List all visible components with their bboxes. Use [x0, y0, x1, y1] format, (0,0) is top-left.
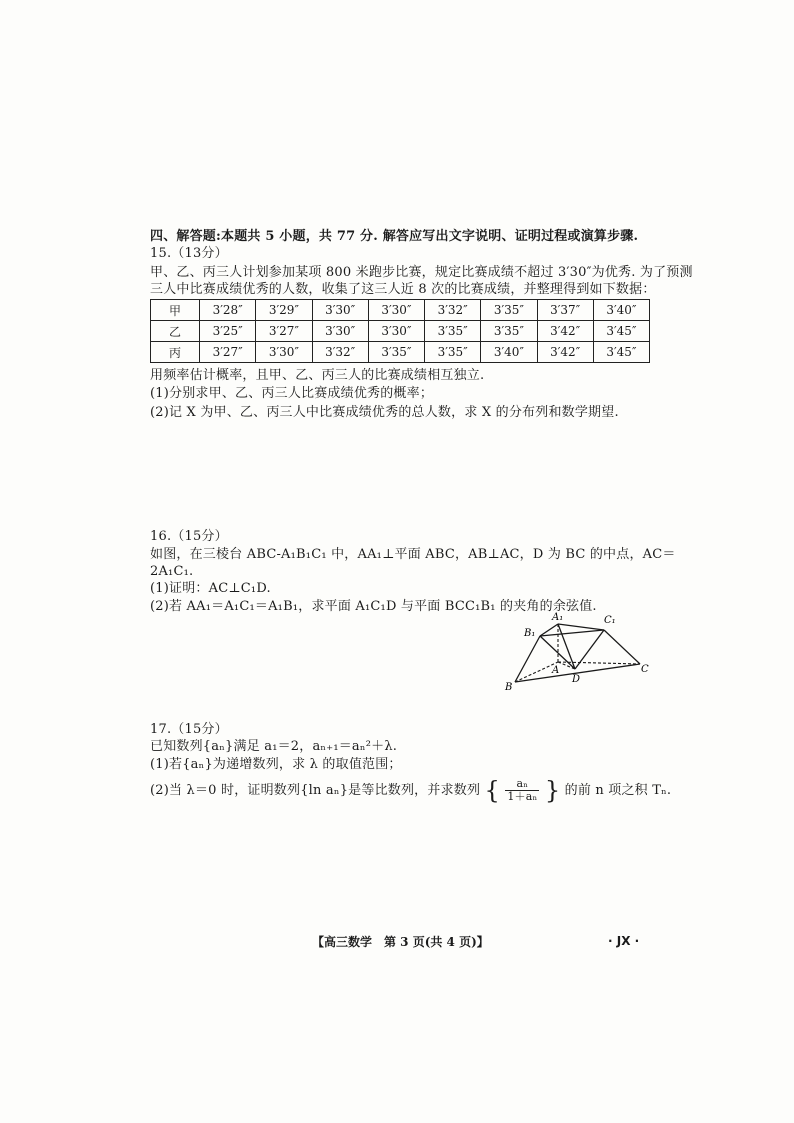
time-cell: 3′32″: [425, 300, 481, 321]
time-cell: 3′42″: [537, 342, 593, 363]
time-cell: 3′40″: [593, 300, 649, 321]
runner-name-cell: 乙: [151, 321, 200, 342]
time-cell: 3′29″: [256, 300, 312, 321]
q15-note: 用频率估计概率，且甲、乙、丙三人的比赛成绩相互独立.: [150, 368, 485, 383]
time-cell: 3′37″: [537, 300, 593, 321]
q16-number: 16.（15分）: [150, 529, 228, 544]
time-cell: 3′32″: [312, 342, 368, 363]
fraction-denominator: 1＋aₙ: [507, 790, 538, 803]
time-cell: 3′27″: [256, 321, 312, 342]
right-brace: }: [544, 776, 561, 805]
table-row: [151, 300, 650, 321]
time-cell: 3′25″: [200, 321, 256, 342]
fraction: [505, 778, 539, 803]
q17-part1: (1)若{aₙ}为递增数列，求 λ 的取值范围；: [150, 757, 402, 772]
label-c: C: [641, 664, 649, 675]
time-cell: 3′27″: [200, 342, 256, 363]
q16-stem-1: 如图，在三棱台 ABC-A₁B₁C₁ 中，AA₁⊥平面 ABC，AB⊥AC，D 为 BC 的中点，AC＝: [150, 547, 676, 562]
time-cell: 3′28″: [200, 300, 256, 321]
label-c1: C₁: [604, 615, 616, 626]
q17-number: 17.（15分）: [150, 722, 228, 737]
time-cell: 3′40″: [481, 342, 537, 363]
exam-code: · JX ·: [608, 934, 640, 948]
fraction-numerator: aₙ: [505, 778, 539, 791]
q16-stem-2: 2A₁C₁.: [150, 564, 194, 579]
table-row: [151, 321, 650, 342]
q17-stem: 已知数列{aₙ}满足 a₁＝2，aₙ₊₁＝aₙ²＋λ.: [150, 739, 398, 754]
edge-a1c1: [558, 624, 604, 630]
q17-part2-suffix: 的前 n 项之积 Tₙ.: [564, 783, 672, 798]
q15-intro-1: 甲、乙、丙三人计划参加某项 800 米跑步比赛，规定比赛成绩不超过 3′30″为优秀. 为了预测: [150, 265, 693, 280]
time-cell: 3′45″: [593, 342, 649, 363]
q15-part2: (2)记 X 为甲、乙、丙三人中比赛成绩优秀的总人数，求 X 的分布列和数学期望.: [150, 405, 619, 420]
time-cell: 3′35″: [425, 321, 481, 342]
time-cell: 3′30″: [256, 342, 312, 363]
label-b: B: [505, 682, 513, 692]
score-table: [150, 299, 650, 363]
q16-part1: (1)证明：AC⊥C₁D.: [150, 581, 271, 596]
time-cell: 3′35″: [481, 321, 537, 342]
q16-part2: (2)若 AA₁＝A₁C₁＝A₁B₁，求平面 A₁C₁D 与平面 BCC₁B₁ 的夹角的余弦值.: [150, 599, 597, 614]
runner-name-cell: 丙: [151, 342, 200, 363]
runner-name-cell: 甲: [151, 300, 200, 321]
time-cell: 3′45″: [593, 321, 649, 342]
time-cell: 3′42″: [537, 321, 593, 342]
time-cell: 3′30″: [312, 300, 368, 321]
label-a1: A₁: [552, 612, 564, 623]
time-cell: 3′35″: [368, 342, 424, 363]
time-cell: 3′30″: [312, 321, 368, 342]
label-a: A: [552, 665, 560, 676]
time-cell: 3′30″: [368, 300, 424, 321]
time-cell: 3′30″: [368, 321, 424, 342]
q15-intro-2: 三人中比赛成绩优秀的人数，收集了这三人近 8 次的比赛成绩，并整理得到如下数据：: [150, 282, 656, 297]
label-d: D: [572, 674, 581, 685]
section-heading: 四、解答题:本题共 5 小题，共 77 分. 解答应写出文字说明、证明过程或演算步骤.: [150, 229, 639, 244]
page-footer: 【高三数学 第 3 页(共 4 页)】: [312, 935, 489, 949]
edge-c1c: [604, 630, 640, 664]
q15-part1: (1)分别求甲、乙、丙三人比赛成绩优秀的概率；: [150, 386, 434, 401]
label-b1: B₁: [524, 628, 536, 639]
edge-b1c1: [540, 630, 604, 636]
q17-part2-prefix: (2)当 λ＝0 时，证明数列{ln aₙ}是等比数列，并求数列: [150, 783, 481, 798]
time-cell: 3′35″: [481, 300, 537, 321]
time-cell: 3′35″: [425, 342, 481, 363]
left-brace: {: [484, 776, 500, 805]
edge-b1b: [515, 636, 540, 682]
table-row: [151, 342, 650, 363]
q15-number: 15.（13分）: [150, 246, 228, 261]
q17-part2: [150, 778, 671, 803]
frustum-figure: [500, 608, 660, 692]
